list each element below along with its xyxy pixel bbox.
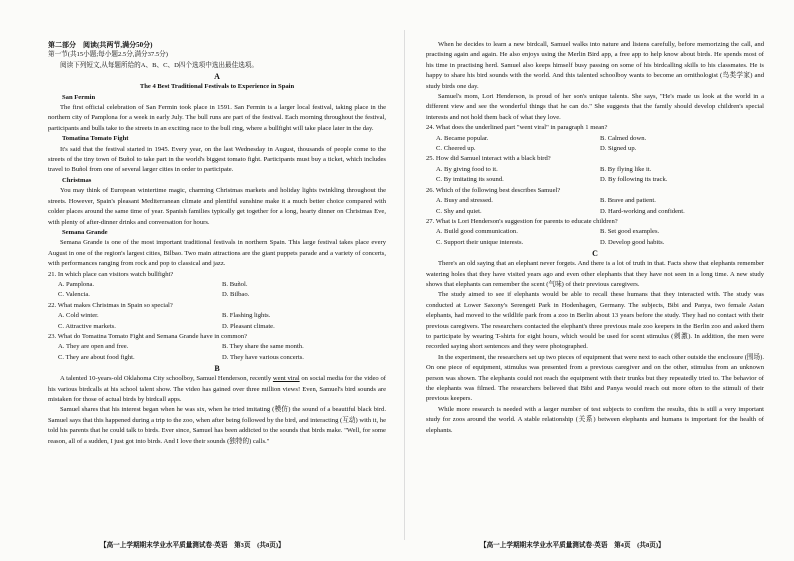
paragraph-christmas: You may think of European wintertime magic, charming Christmas markets and holiday lights twinkling throughout the streets. However, Spain's pleasant Mediterranean climate and plentiful sunshine make it a much better choice compared with colder places around the same time of year. Spanish families typically get together for a long, hearty dinner on Christmas Eve, with plenty of after-dinner drinks and conversation for hours. — [48, 187, 386, 226]
question-23-options — [48, 342, 386, 363]
instruction: 阅读下列短文,从每题所给的A、B、C、D四个选项中选出最佳选项。 — [60, 61, 258, 69]
paragraph-c-4: While more research is needed with a larger number of test subjects to confirm the results, this is still a very important study for zoos around the world. A stable relationship (关系) between elephants and humans is important for the health of elephants. — [426, 405, 764, 434]
option-d: D. Hard-working and confident. — [600, 207, 685, 215]
question-26: 26. Which of the following best describes Samuel? — [426, 186, 561, 194]
option-c: C. Valencia. — [58, 291, 90, 299]
option-a: A. Build good communication. — [436, 228, 518, 236]
option-c: C. Shy and quiet. — [436, 207, 482, 215]
option-d: D. Bilbao. — [222, 291, 250, 299]
option-b: B. By flying like it. — [600, 165, 652, 173]
question-21: 21. In which place can visitors watch bullfight? — [48, 270, 174, 278]
option-d: D. Pleasant climate. — [222, 322, 275, 330]
option-b: B. Calmed down. — [600, 134, 647, 142]
paragraph-b-4: Samuel's mom, Lori Henderson, is proud of her son's unique talents. She says, "He's made us look at the world in a different view and see the wonderful things that he can do." She suggests that the family should develop children's special interests and not hold them back of what they love. — [426, 93, 764, 121]
question-27-options — [426, 227, 764, 248]
paragraph-b-3: When he decides to learn a new birdcall, Samuel walks into nature and listens carefully, before memorizing the call, and practising again and again. He also enjoys using the Merlin Bird app, a free app to help know about birds. He spends most of his time in practising herd. Samuel also keeps himself busy passing on some of his birdcalling skills to his classmates. He is happy to share his bird sounds with the world. And this talented schoolboy wants to become an ornithologist (鸟类学家) and study birds one day. — [426, 41, 764, 90]
underlined-phrase: went viral — [272, 375, 300, 383]
option-a: A. Busy and stressed. — [436, 197, 493, 205]
option-c: C. Cheered up. — [436, 145, 476, 153]
page-divider — [404, 30, 405, 540]
subheading-christmas: Christmas — [62, 176, 92, 184]
question-21-options — [48, 280, 386, 301]
paragraph-semana-grande: Semana Grande is one of the most important traditional festivals in northern Spain. This large festival takes place every August in one of the region's largest cities, Bilbao. Two main attractions are the giant puppets parade and a variety of concerts, with performances ranging from rock and pop to classical and jazz. — [48, 239, 386, 268]
right-column — [426, 40, 764, 436]
passage-a-letter: A — [214, 72, 220, 82]
option-d: D. They have various concerts. — [222, 353, 304, 361]
paragraph-c-3: In the experiment, the researchers set up two pieces of equipment that were next to each other outside the enclosure (围场). On one piece of equipment, stimulus was presented from a previous caregiver and on the other, stimulus from an unknown person was shown. The elephants could not reach the equipment with their trunks but they repeatedly tried to. The behavior of the elephants was filmed. The researchers believed that Bibi and Panya would reach out more often to the stimuli of their previous keepers. — [426, 353, 764, 403]
page-footer-left: 【高一上学期期末学业水平质量测试卷·英语 第3页 (共8页)】 — [100, 542, 285, 549]
subheading-semana-grande: Semana Grande — [62, 228, 108, 236]
paragraph-b-2: Samuel shares that his interest began when he was six, when he tried imitating (模仿) the sound of a beautiful black bird. Samuel says that this happened during a trip to the zoo, when after being followed by the bird, and interacting (互动) with it, he told his parents that he could talk to birds. Ever since, Samuel has been addicted to the sounds that birds make. "Well, for some reason, all of a sudden, I just got into birds. And I love their sounds (独特的) calls." — [48, 406, 386, 445]
question-25-options — [426, 165, 764, 186]
option-a: A. Pamplona. — [58, 280, 95, 288]
option-d: D. Develop good habits. — [600, 238, 665, 246]
section-heading: 第一节(共15小题;每小题2.5分,满分37.5分) — [48, 51, 168, 59]
question-27: 27. What is Lori Henderson's suggestion for parents to educate children? — [426, 217, 618, 225]
question-24-options — [426, 134, 764, 155]
passage-b-letter: B — [214, 364, 220, 374]
left-column — [48, 40, 386, 447]
option-d: D. Signed up. — [600, 145, 637, 153]
option-b: B. They share the same month. — [222, 343, 304, 351]
question-22: 22. What makes Christmas in Spain so special? — [48, 301, 173, 309]
text-segment: A talented 10-years-old Oklahoma City schoolboy, Samuel Henderson, recently — [60, 375, 273, 383]
paragraph-c-2: The study aimed to see if elephants would be able to recall these humans that they interacted with. The study was conducted at Lower Saxony's Serengeti Park in Hodenhagen, Germany. The subjects, Bibi and Panya, two female Asian elephants, had moved to the wildlife park from a zoo in Berlin about 13 years before the study. They had no contact with their previous caregivers. The researchers contacted the elephant's three previous male zoo keepers in the Berlin zoo and asked them to participate by wearing T-shirts for eight hours, which would be used for scent stimulus (刺激). In addition, the men were recorded saying short sentences and they were photographed. — [426, 291, 764, 351]
option-a: A. By giving food to it. — [436, 165, 498, 173]
paragraph-b-1 — [48, 374, 386, 405]
part-heading: 第二部分 阅读(共两节,满分50分) — [48, 41, 153, 49]
option-a: A. Became popular. — [436, 134, 489, 142]
option-b: B. Buñol. — [222, 280, 248, 288]
option-c: C. Attractive markets. — [58, 322, 116, 330]
passage-a-title: The 4 Best Traditional Festivals to Experience in Spain — [139, 83, 295, 91]
question-25: 25. How did Samuel interact with a black bird? — [426, 155, 551, 163]
question-26-options — [426, 196, 764, 217]
paragraph-san-fermin: The first official celebration of San Fermin took place in 1591. San Fermin is a larger local festival, taking place in the northern city of Pamplona for a week in early July. The bull runs are part of the festival. Each morning throughout the festival, participants and bulls take to the streets in an exciting race to the bull ring, where a bullfight will take place later in the day. — [48, 104, 386, 132]
question-23: 23. What do Tomatina Tomato Fight and Semana Grande have in common? — [48, 332, 248, 340]
passage-c-letter: C — [592, 249, 598, 259]
paragraph-c-1: There's an old saying that an elephant never forgets. And there is a lot of truth in that. Facts show that elephants remember watering holes that they have visited years ago and even other elephants that they have not seen in a long time. A new study shows that elephants can remember the scent (气味) of their previous caregivers. — [426, 260, 764, 288]
option-c: C. They are about food fight. — [58, 353, 135, 361]
option-d: D. By following its track. — [600, 176, 668, 184]
subheading-san-fermin: San Fermin — [62, 93, 96, 101]
question-24: 24. What does the underlined part "went viral" in paragraph 1 mean? — [426, 124, 608, 132]
option-b: B. Set good examples. — [600, 228, 660, 236]
subheading-tomatina: Tomatina Tomato Fight — [62, 135, 129, 143]
option-b: B. Flashing lights. — [222, 312, 271, 320]
option-c: C. Support their unique interests. — [436, 238, 524, 246]
option-c: C. By imitating its sound. — [436, 176, 504, 184]
option-a: A. Cold winter. — [58, 312, 99, 320]
text-segment: on social media for the video of his various birdcalls at his school talent show. The video has gained over three million views! Even, Samuel's bird sounds are mistaken for those of actual birds by birdcall apps. — [48, 375, 386, 403]
question-22-options — [48, 311, 386, 332]
option-b: B. Brave and patient. — [600, 197, 656, 205]
option-a: A. They are open and free. — [58, 343, 129, 351]
paragraph-tomatina: It's said that the festival started in 1945. Every year, on the last Wednesday in August, thousands of people come to the streets of the tiny town of Buñol to take part in the world's biggest tomato fight. Participants must buy a ticket, which includes travel to Buñol from one of several larger cities in order to participate. — [48, 145, 386, 174]
page-footer-right: 【高一上学期期末学业水平质量测试卷·英语 第4页 (共8页)】 — [480, 542, 665, 549]
